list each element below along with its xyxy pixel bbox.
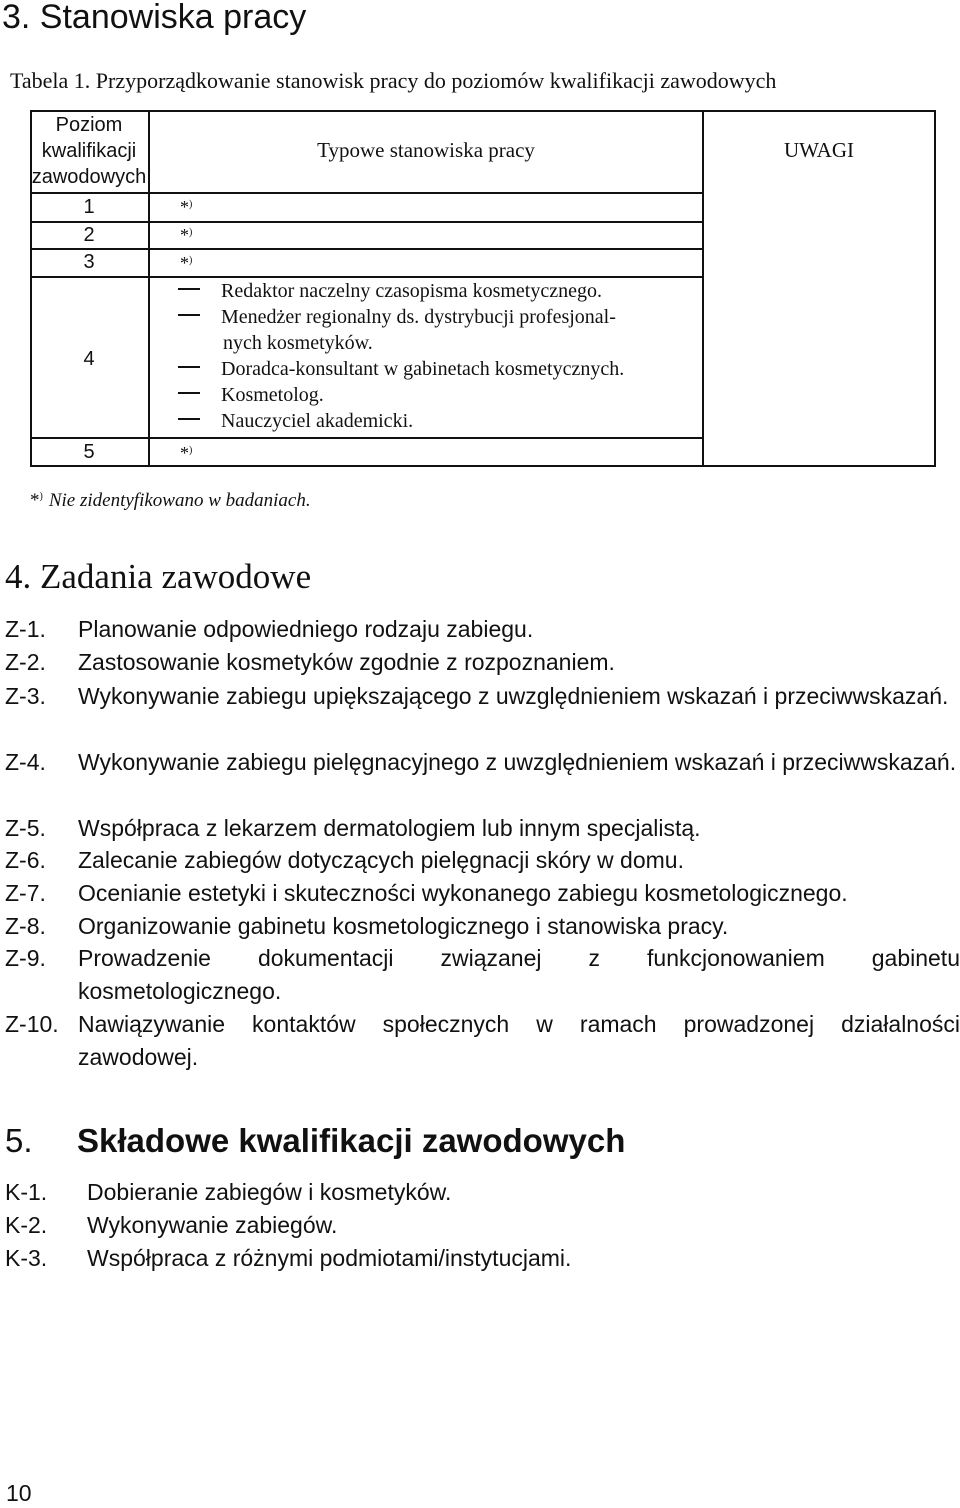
level-1: 1 [83, 196, 95, 218]
task-item: Z-10. Nawiązywanie kontaktów społecznych w ramach prowadzonej działalności zawodowej. [5, 1011, 960, 1070]
task-item: Z-1. Planowanie odpowiedniego rodzaju zabiegu. [5, 616, 534, 642]
table-border-top [30, 110, 936, 112]
job-item: Doradca-konsultant w gabinetach kosmetycznych. [178, 356, 624, 382]
level-2: 2 [83, 224, 95, 246]
not-identified-marker: *) [180, 197, 193, 217]
skill-item: K-2. Wykonywanie zabiegów. [5, 1212, 338, 1238]
table-border-right [934, 110, 936, 467]
not-identified-marker: *) [180, 443, 193, 463]
section-5-heading: 5. Składowe kwalifikacji zawodowych [5, 1122, 626, 1159]
skill-item: K-1. Dobieranie zabiegów i kosmetyków. [5, 1179, 452, 1205]
level-3: 3 [83, 251, 95, 273]
not-identified-marker: *) [180, 253, 193, 273]
table-divider-notes [702, 110, 704, 467]
level-4: 4 [83, 348, 95, 370]
section-4-heading: 4. Zadania zawodowe [5, 557, 312, 596]
task-item: Z-3. Wykonywanie zabiegu upiększającego z uwzględnieniem wskazań i przeciwwskazań. [5, 683, 949, 709]
positions-table [30, 110, 936, 467]
task-item: Z-8. Organizowanie gabinetu kosmetologicznego i stanowiska pracy. [5, 913, 729, 939]
table-caption: Tabela 1. Przyporządkowanie stanowisk pracy do poziomów kwalifikacji zawodowych [10, 68, 777, 93]
job-item-continuation: nych kosmetyków. [223, 332, 373, 354]
job-item: Nauczyciel akademicki. [178, 408, 413, 434]
section-3-heading: 3. Stanowiska pracy [2, 0, 307, 36]
job-item: Redaktor naczelny czasopisma kosmetycznego. [178, 278, 602, 304]
task-item: Z-9. Prowadzenie dokumentacji związanej z funkcjonowaniem gabinetu kosmetologicznego. [5, 945, 960, 1004]
task-item: Z-6. Zalecanie zabiegów dotyczących pielęgnacji skóry w domu. [5, 847, 684, 873]
task-item: Z-4. Wykonywanie zabiegu pielęgnacyjnego z uwzględnieniem wskazań i przeciwwskazań. [5, 749, 957, 775]
task-item: Z-7. Ocenianie estetyki i skuteczności wykonanego zabiegu kosmetologicznego. [5, 880, 848, 906]
job-item: Kosmetolog. [178, 382, 324, 408]
table-divider-level [148, 110, 150, 467]
page-number: 10 [6, 1480, 32, 1506]
task-item: Z-2. Zastosowanie kosmetyków zgodnie z rozpoznaniem. [5, 649, 615, 675]
table-footnote: *) Nie zidentyfikowano w badaniach. [30, 490, 311, 511]
table-border-bottom [30, 465, 936, 467]
job-item: Menedżer regionalny ds. dystrybucji profesjonal- [178, 304, 616, 330]
skill-item: K-3. Współpraca z różnymi podmiotami/instytucjami. [5, 1245, 572, 1271]
task-item: Z-5. Współpraca z lekarzem dermatologiem lub innym specjalistą. [5, 815, 701, 841]
header-level: Poziom kwalifikacji zawodowych [31, 114, 147, 188]
level-5: 5 [83, 441, 95, 463]
header-positions: Typowe stanowiska pracy [317, 138, 535, 162]
header-notes: UWAGI [784, 138, 854, 162]
not-identified-marker: *) [180, 225, 193, 245]
